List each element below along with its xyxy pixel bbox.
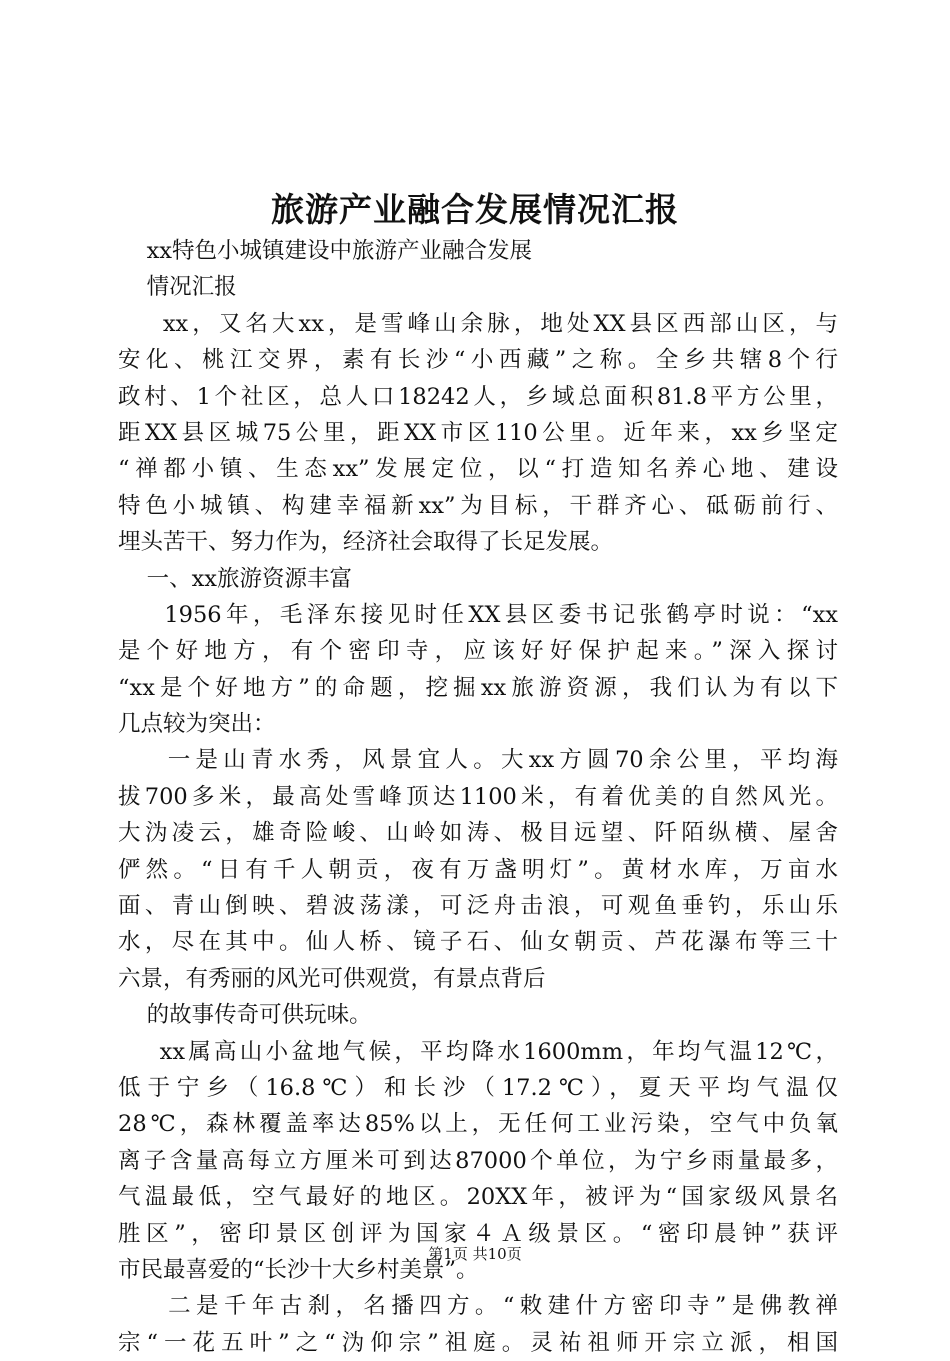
section-heading: 一、xx旅游资源丰富 (118, 565, 352, 592)
body-line: 大沩凌云，雄奇险峻、山岭如涛、极目远望、阡陌纵横、屋舍 (118, 820, 838, 847)
body-line: 气温最低，空气最好的地区。20XX年，被评为“国家级风景名 (118, 1184, 838, 1211)
body-line: 水，尽在其中。仙人桥、镜子石、仙女朝贡、芦花瀑布等三十 (118, 929, 838, 956)
document-body (118, 233, 838, 1361)
body-line: xx属高山小盆地气候，平均降水1600mm，年均气温12℃， (118, 1038, 838, 1065)
body-line: 的故事传奇可供玩味。 (118, 1002, 372, 1029)
body-line: 低于宁乡（16.8℃）和长沙（17.2℃），夏天平均气温仅 (118, 1074, 838, 1101)
body-line: 埋头苦干、努力作为，经济社会取得了长足发展。 (118, 529, 614, 556)
body-line: 安化、桃江交界，素有长沙“小西藏”之称。全乡共辖8个行 (118, 347, 838, 374)
body-line: xx特色小城镇建设中旅游产业融合发展 (118, 238, 532, 264)
body-line: 1956年，毛泽东接见时任XX县区委书记张鹤亭时说：“xx (118, 601, 838, 628)
body-line: 俨然。“日有千人朝贡，夜有万盏明灯”。黄材水库，万亩水 (118, 856, 838, 883)
body-line: 特色小城镇、构建幸福新xx”为目标，干群齐心、砥砺前行、 (118, 492, 838, 519)
body-line: 宗“一花五叶”之“沩仰宗”祖庭。灵祐祖师开宗立派，相国 (118, 1329, 838, 1356)
body-line: 政村、1个社区，总人口18242人，乡域总面积81.8平方公里， (118, 383, 838, 410)
body-line: 是个好地方，有个密印寺，应该好好保护起来。”深入探讨 (118, 638, 838, 665)
body-line: 胜区”，密印景区创评为国家４Ａ级景区。“密印晨钟”获评 (118, 1220, 838, 1247)
body-line: 离子含量高每立方厘米可到达87000个单位，为宁乡雨量最多， (118, 1147, 838, 1174)
body-line: 距XX县区城75公里，距XX市区110公里。近年来，xx乡坚定 (118, 419, 838, 446)
body-line: 市民最喜爱的“长沙十大乡村美景”。 (118, 1256, 479, 1283)
body-line: 一是山青水秀，风景宜人。大xx方圆70余公里，平均海 (118, 747, 838, 774)
body-line: 几点较为突出： (118, 711, 276, 738)
body-line: “禅都小镇、生态xx”发展定位，以“打造知名养心地、建设 (118, 456, 838, 483)
page-footer: 第1页 共10页 (428, 1245, 522, 1263)
body-line: 二是千年古刹，名播四方。“敕建什方密印寺”是佛教禅 (118, 1293, 838, 1320)
body-line: 面、青山倒映、碧波荡漾，可泛舟击浪，可观鱼垂钓，乐山乐 (118, 893, 838, 920)
body-line: 拔700多米，最高处雪峰顶达1100米，有着优美的自然风光。 (118, 783, 838, 810)
body-line: “xx是个好地方”的命题，挖掘xx旅游资源，我们认为有以下 (118, 674, 838, 701)
body-line: xx，又名大xx，是雪峰山余脉，地处XX县区西部山区，与 (118, 310, 838, 337)
body-line: 28℃，森林覆盖率达85%以上，无任何工业污染，空气中负氧 (118, 1111, 838, 1138)
document-title: 旅游产业融合发展情况汇报 (271, 190, 679, 229)
body-line: 六景，有秀丽的风光可供观赏，有景点背后 (118, 965, 546, 992)
body-line: 情况汇报 (118, 274, 237, 301)
